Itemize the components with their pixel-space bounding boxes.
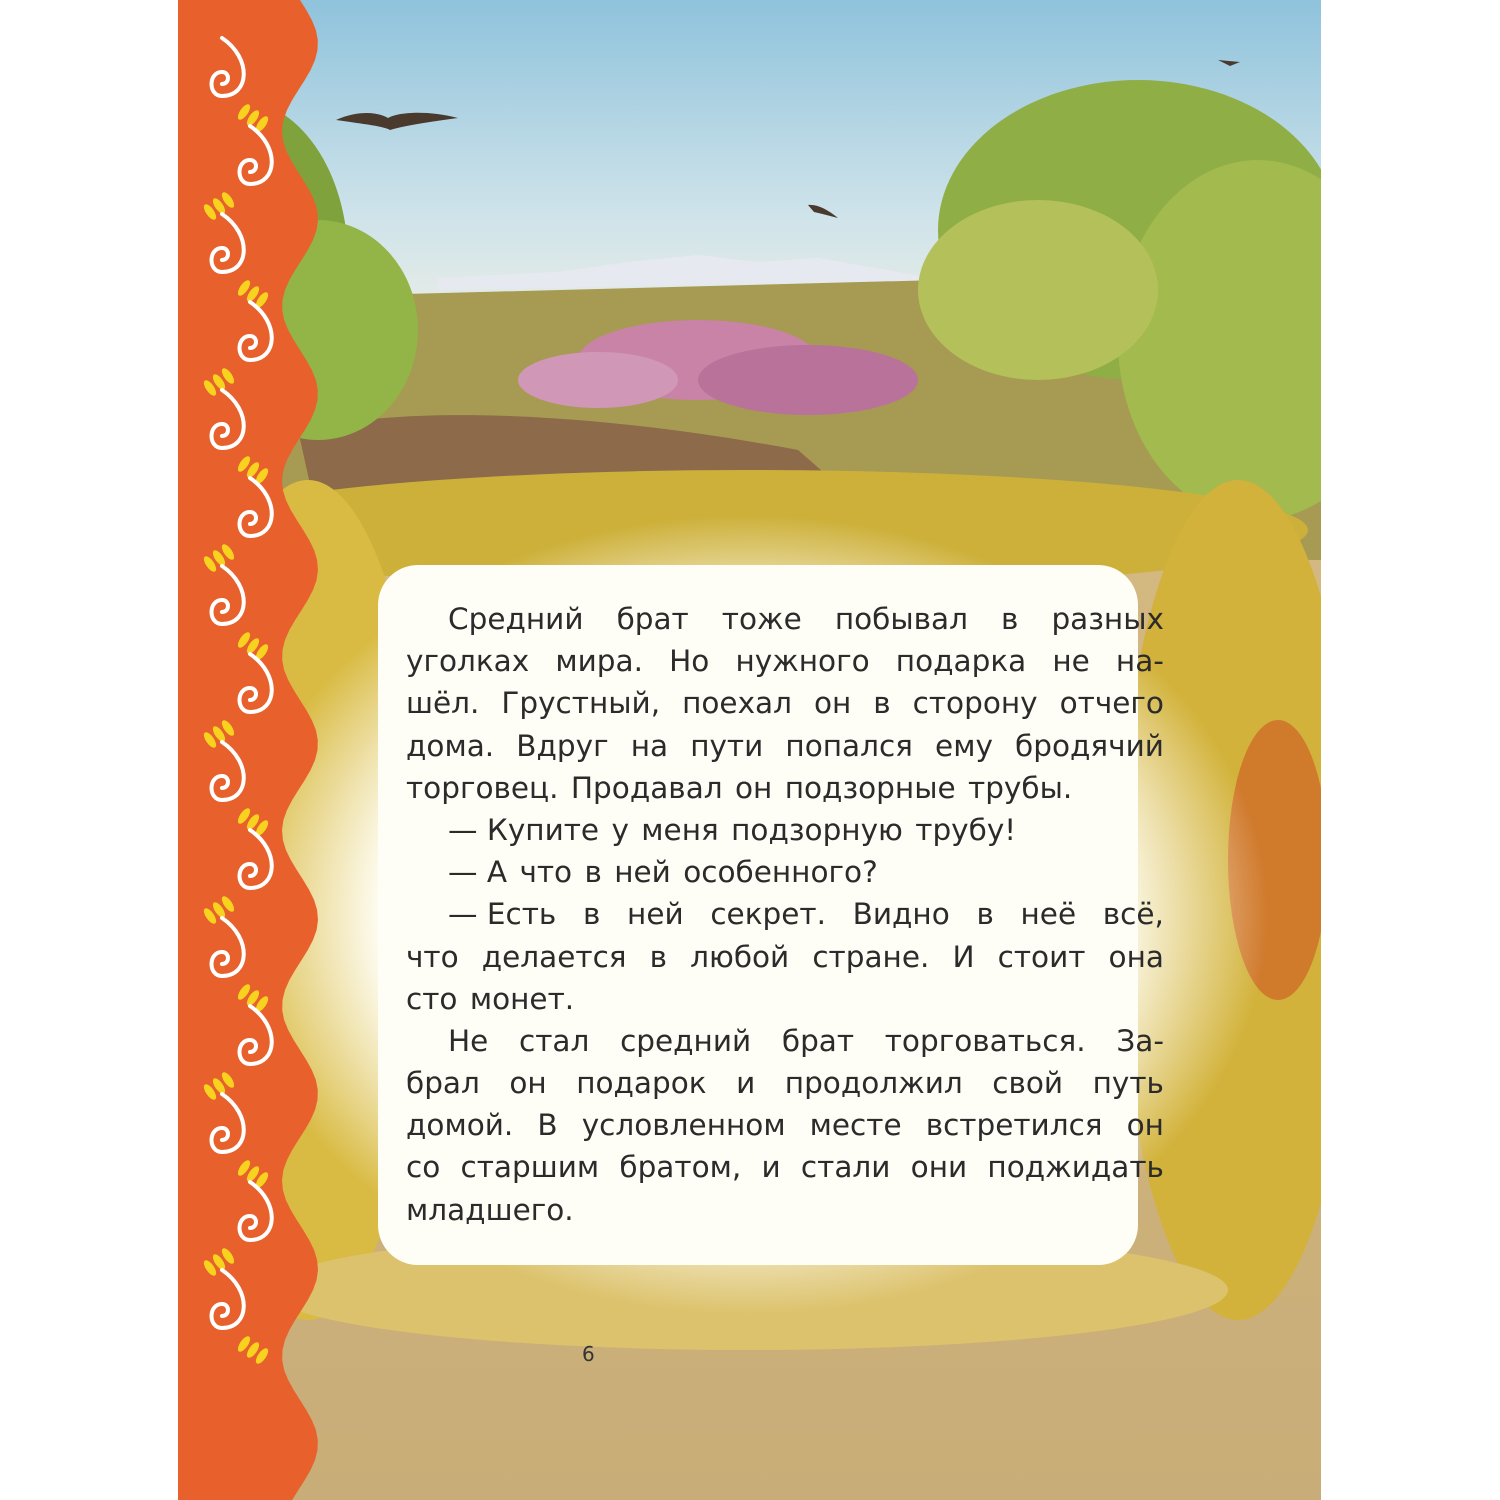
word: трубу!	[915, 812, 1017, 847]
word: меня	[641, 812, 719, 847]
text-line	[406, 1020, 1164, 1062]
word: брат	[616, 602, 689, 636]
word: За-	[1116, 1023, 1164, 1058]
text-line	[406, 682, 1164, 724]
word: подарок	[576, 1066, 707, 1101]
story-text	[406, 598, 1164, 1231]
word: Грустный,	[501, 686, 661, 721]
word: — Есть	[448, 897, 557, 932]
word: — А	[448, 855, 508, 890]
word: И	[952, 939, 975, 974]
word: попался	[785, 728, 913, 763]
word: ней	[627, 897, 684, 932]
word: что	[519, 855, 573, 890]
word: всё,	[1102, 897, 1164, 932]
page-number: 6	[582, 1342, 595, 1366]
word: свой	[992, 1066, 1064, 1101]
word: подарка	[895, 644, 1027, 679]
word: он	[1126, 1108, 1164, 1143]
text-line	[406, 1146, 1164, 1188]
word: пути	[690, 728, 764, 763]
text-line	[406, 1189, 1164, 1231]
word: он	[813, 686, 852, 721]
word: она	[1108, 939, 1164, 974]
word: торговец.	[406, 770, 559, 805]
text-line	[406, 767, 1164, 809]
word: стоит	[997, 939, 1086, 974]
word: сторону	[912, 686, 1038, 721]
word: Продавал	[570, 770, 723, 805]
word: на	[630, 728, 669, 763]
word: продолжил	[784, 1066, 963, 1101]
text-line	[406, 809, 1164, 851]
word: особенного?	[683, 855, 878, 890]
word: средний	[620, 1023, 752, 1058]
word: ней	[614, 855, 671, 890]
word: не	[1052, 644, 1090, 679]
word: братом,	[619, 1150, 742, 1185]
word: торговаться.	[884, 1023, 1086, 1058]
word: в	[976, 897, 994, 932]
word: у	[611, 812, 629, 847]
text-line	[406, 851, 1164, 893]
word: сто	[406, 981, 458, 1016]
word: ему	[935, 728, 993, 763]
word: Средний	[448, 602, 584, 636]
text-line	[406, 598, 1164, 640]
word: и	[736, 1066, 756, 1101]
word: домой.	[406, 1108, 514, 1143]
text-line	[406, 978, 1164, 1020]
text-line	[406, 893, 1164, 935]
word: стране.	[812, 939, 930, 974]
word: стали	[800, 1150, 891, 1185]
word: шёл.	[406, 686, 480, 721]
word: Не	[448, 1023, 489, 1058]
word: бродячий	[1015, 728, 1164, 763]
word: месте	[809, 1108, 902, 1143]
word: мира.	[555, 644, 643, 679]
word: они	[910, 1150, 968, 1185]
word: в	[582, 897, 601, 932]
word: нужного	[735, 644, 870, 679]
word: брат	[781, 1023, 855, 1058]
word: делается	[481, 939, 627, 974]
word: тоже	[721, 602, 802, 636]
word: со	[406, 1150, 441, 1185]
word: Видно	[852, 897, 950, 932]
text-line	[406, 1062, 1164, 1104]
word: младшего.	[406, 1192, 574, 1227]
word: поджидать	[987, 1150, 1164, 1185]
word: подзорные	[784, 770, 956, 805]
word: — Купите	[448, 812, 600, 847]
word: побывал	[834, 602, 968, 636]
book-page	[178, 0, 1321, 1500]
word: уголках	[406, 644, 530, 679]
word: неё	[1020, 897, 1077, 932]
text-line	[406, 640, 1164, 682]
word: и	[761, 1150, 781, 1185]
word: условленном	[581, 1108, 786, 1143]
word: В	[537, 1108, 558, 1143]
word: на-	[1115, 644, 1164, 679]
word: в	[649, 939, 668, 974]
word: он	[735, 770, 773, 805]
word: в	[873, 686, 891, 721]
word: секрет.	[710, 897, 826, 932]
word: Но	[669, 644, 710, 679]
word: встретился	[925, 1108, 1103, 1143]
word: путь	[1092, 1066, 1164, 1101]
word: поехал	[682, 686, 792, 721]
text-line	[406, 936, 1164, 978]
word: монет.	[469, 981, 575, 1016]
text-line	[406, 1104, 1164, 1146]
word: подзорную	[731, 812, 903, 847]
word: брал	[406, 1066, 480, 1101]
word: трубы.	[968, 770, 1073, 805]
word: в	[584, 855, 602, 890]
word: дома.	[406, 728, 495, 763]
word: разных	[1051, 602, 1164, 636]
word: отчего	[1059, 686, 1164, 721]
text-line	[406, 725, 1164, 767]
word: в	[1001, 602, 1019, 636]
word: Вдруг	[516, 728, 609, 763]
word: он	[509, 1066, 547, 1101]
word: стал	[519, 1023, 590, 1058]
word: что	[406, 939, 459, 974]
word: любой	[690, 939, 790, 974]
word: старшим	[460, 1150, 600, 1185]
